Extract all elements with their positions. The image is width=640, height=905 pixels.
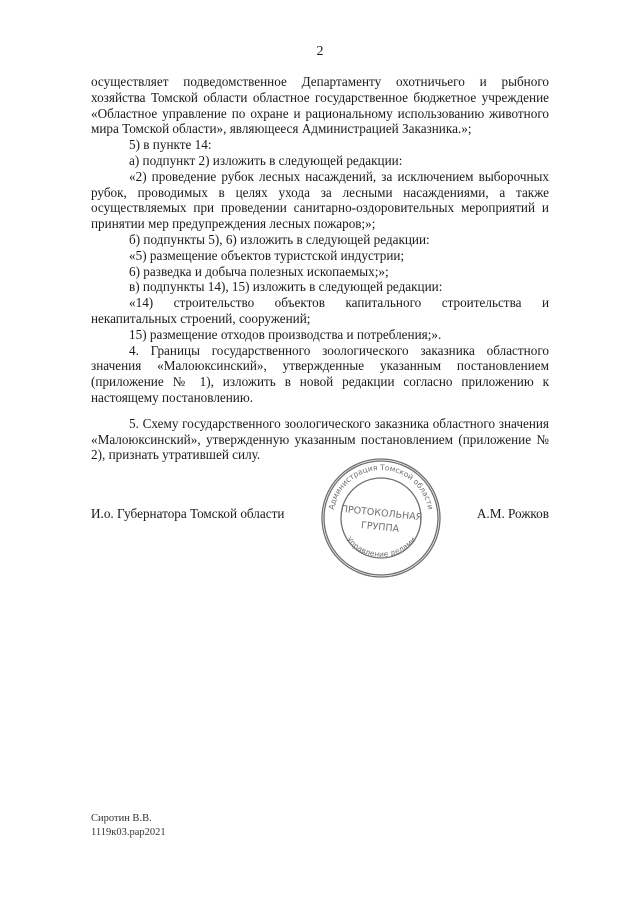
paragraph-item-4: 4. Границы государственного зоологического заказника областного значения «Малоюксинский», утвержденные указанным постановлением (приложение № 1), изложить в новой редакции согласно приложению к настоящему постановлению.	[91, 342, 549, 405]
paragraph-quote-15: 15) размещение отходов производства и потребления;».	[129, 326, 442, 342]
footer-author: Сиротин В.В.	[91, 813, 152, 824]
stamp-line-1: ПРОТОКОЛЬНАЯ	[340, 503, 423, 524]
stamp-ring-text: Администрация Томской области	[326, 462, 436, 511]
paragraph-item-5: 5) в пункте 14:	[129, 137, 212, 153]
stamp-bottom-text: Управление делами	[344, 535, 418, 559]
paragraph-quote-14: «14) строительство объектов капитального строительства и некапитальных строений, сооружений;	[91, 295, 549, 326]
signature-name: А.М. Рожков	[476, 506, 549, 521]
signature-title: И.о. Губернатора Томской области	[91, 506, 285, 521]
paragraph-subitem-b: б) подпункты 5), 6) изложить в следующей редакции:	[129, 231, 430, 247]
official-stamp	[319, 456, 443, 580]
paragraph-quote-2: «2) проведение рубок лесных насаждений, за исключением выборочных рубок, проводимых в целях ухода за лесными насаждениями, а также осуществляемых при проведении санитарно-оздоровительных мероприятий и принятии мер предупреждения лесных пожаров;»;	[91, 168, 549, 232]
paragraph-subitem-a: а) подпункт 2) изложить в следующей редакции:	[129, 152, 403, 168]
paragraph-item-5-scheme: 5. Схему государственного зоологического заказника областного значения «Малоюксинский», утвержденную указанным постановлением (приложение № 2), признать утратившей силу.	[91, 415, 549, 463]
paragraph-quote-5: «5) размещение объектов туристской индустрии;	[129, 247, 405, 263]
page-number: 2	[316, 44, 324, 59]
paragraph-subitem-v: в) подпункты 14), 15) изложить в следующей редакции:	[129, 279, 443, 295]
stamp-line-2: ГРУППА	[360, 519, 400, 535]
footer	[91, 812, 166, 840]
document-body	[91, 74, 549, 463]
paragraph-quote-6: 6) разведка и добыча полезных ископаемых;»;	[129, 263, 389, 279]
footer-file-code: 1119к03.рар2021	[91, 827, 166, 838]
paragraph-continuation: осуществляет подведомственное Департаменту охотничьего и рыбного хозяйства Томской области областное государственное бюджетное учреждение «Областное управление по охране и рациональному использованию животного мира Томской области», являющееся Администрацией Заказника.»;	[91, 74, 549, 137]
